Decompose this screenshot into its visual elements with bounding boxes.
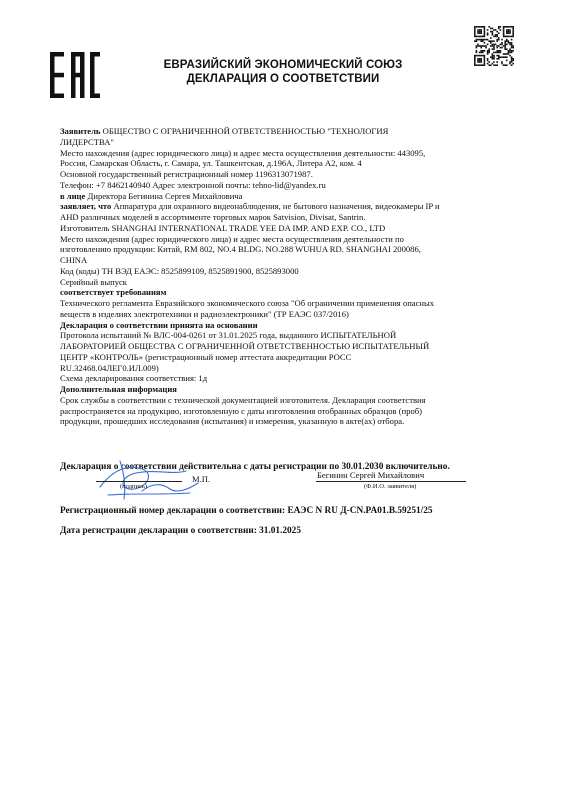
basis-text: ЦЕНТР «КОНТРОЛЬ» (регистрационный номер аттестата аккредитации РОСС (60, 351, 352, 362)
address-line: Россия, Самарская Область, г. Самара, ул. Ташкентская, д.196А, Литера А2, ком. 4 (60, 158, 362, 169)
manufacturer-line: Изготовитель SHANGHAI INTERNATIONAL TRADE YEE DA IMP. AND EXP. CO., LTD (60, 222, 386, 233)
qr-code-icon (474, 26, 514, 66)
union-title: ЕВРАЗИЙСКИЙ ЭКОНОМИЧЕСКИЙ СОЮЗ (163, 59, 403, 71)
name-caption: (Ф.И.О. заявителя) (364, 483, 417, 490)
address-line: Место нахождения (адрес юридического лица) и адрес места осуществления деятельности: 443095, (60, 147, 426, 158)
registration-date: Дата регистрации декларации о соответствии: 31.01.2025 (60, 526, 301, 536)
requirements-label: соответствует требованиям (60, 287, 167, 298)
document-title: ДЕКЛАРАЦИЯ О СООТВЕТСТВИИ (186, 73, 380, 85)
scheme-line: Схема декларирования соответствия: 1д (60, 373, 208, 384)
validity-line: Декларация о соответствии действительна с даты регистрации по 30.01.2030 включительно. (60, 462, 450, 472)
manufacturer-address: изготовлению продукции: Китай, RM 802, NO.4 BLDG. NO.288 WUHUA RD. SHANGHAI 200086, (60, 244, 421, 255)
additional-label: Дополнительная информация (60, 384, 177, 394)
basis-text: RU.32468.04ЛЕГ0.ИЛ.009) (60, 362, 159, 373)
basis-text: Протокола испытаний № ВЛС-004-0261 от 31.01.2025 года, выданного ИСПЫТАТЕЛЬНОЙ (60, 330, 397, 341)
eac-logo (50, 52, 100, 98)
manufacturer-address: Место нахождения (адрес юридического лица) и адрес места осуществления деятельности по (60, 233, 404, 244)
applicant-name-cont: ЛИДЕРСТВА" (60, 136, 114, 147)
signer-name: Бегинин Сергей Михайлович (317, 470, 425, 480)
ogrn-line: Основной государственный регистрационный номер 1196313071987. (60, 169, 313, 179)
basis-text: ЛАБОРАТОРИЕЙ ОБЩЕСТВА С ОГРАНИЧЕННОЙ ОТВЕТСТВЕННОСТЬЮ ИСПЫТАТЕЛЬНЫЙ (60, 341, 430, 351)
basis-label: Декларация о соответствии принята на основании (60, 319, 258, 330)
additional-text: распространяется на продукцию, изготовленную с даты изготовления отобранных образцов (проб) (60, 405, 423, 416)
stamp-place-label: М.П. (192, 474, 211, 484)
person-name: Директора Бегинина Сергея Михайловича (85, 190, 243, 201)
product-description: Аппаратура для охранного видеонаблюдения, не бытового назначения, видеокамеры IP и (111, 201, 440, 212)
signature-caption: (подпись) (120, 483, 147, 490)
person-line (60, 191, 516, 202)
declaration-body (60, 126, 516, 427)
person-label: в лице (60, 190, 86, 201)
requirements-text: Технического регламента Евразийского экономического союза "Об ограничении применения опасных (60, 298, 435, 308)
applicant-line (60, 126, 516, 137)
applicant-name: ОБЩЕСТВО С ОГРАНИЧЕННОЙ ОТВЕТСТВЕННОСТЬЮ "ТЕХНОЛОГИЯ (100, 126, 389, 136)
contact-line: Телефон: +7 8462140940 Адрес электронной почты: tehno-lid@yandex.ru (60, 179, 326, 190)
manufacturer-address: CHINA (60, 255, 88, 265)
applicant-label: Заявитель (60, 126, 101, 136)
requirements-text: веществ в изделиях электротехники и радиоэлектроники" (ТР ЕАЭС 037/2016) (60, 308, 349, 319)
registration-number: Регистрационный номер декларации о соответствии: ЕАЭС N RU Д-CN.PA01.B.59251/25 (60, 506, 433, 516)
additional-text: Срок службы в соответствии с технической документацией изготовителя. Декларация соответствия (60, 394, 426, 405)
declares-label: заявляет, что (60, 201, 112, 212)
signature-line (96, 481, 182, 482)
serial-line: Серийный выпуск (60, 276, 127, 287)
name-line (316, 481, 466, 482)
additional-text: продукции, прошедших исследования (испытания) и измерения, указанную в акте(ах) отбора. (60, 416, 405, 427)
hs-codes-line: Код (коды) ТН ВЭД ЕАЭС: 8525899109, 8525891900, 8525893000 (60, 265, 299, 276)
product-description-cont: AHD различных моделей в ассортименте торговых марок Satvision, Divisat, Santrin. (60, 212, 366, 222)
declares-line (60, 201, 516, 212)
